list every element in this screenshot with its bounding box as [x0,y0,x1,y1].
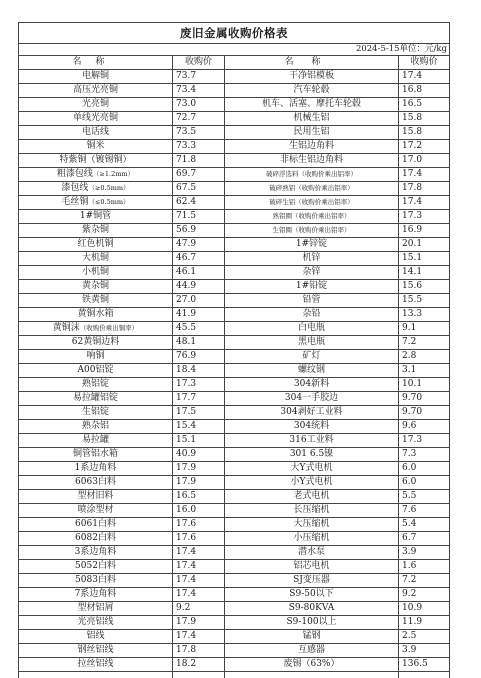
material-name-text: 毛丝铜 [61,197,88,207]
material-name-text: 拉丝铝线 [77,659,113,669]
price-left: 17.6 [173,532,225,546]
material-name-left [19,126,173,140]
price-left: 17.4 [173,630,225,644]
price-right: 6.0 [399,476,450,490]
material-name-text: 大机铜 [82,253,109,263]
material-name-left [19,308,173,322]
material-name-text: 光亮铜 [82,99,109,109]
table-row [19,392,449,406]
material-name-left [19,574,173,588]
material-name-right: 小Y式电机 [225,476,399,490]
material-name-left [19,546,173,560]
material-name-right: 杂铅 [225,308,399,322]
price-right: 17.0 [399,154,450,168]
material-name-text: 型材铝屑 [77,603,113,613]
price-right: 20.1 [399,238,450,252]
header-price-left: 收购价 [173,56,225,70]
material-name-left [19,322,173,336]
price-left: 76.9 [173,350,225,364]
price-right: 6.0 [399,462,450,476]
material-name-right: 老式电机 [225,490,399,504]
price-right: 9.70 [399,406,450,420]
price-right: 17.3 [399,434,450,448]
price-left: 17.4 [173,560,225,574]
price-left: 17.4 [173,588,225,602]
table-row [19,560,449,574]
material-name-left [19,224,173,238]
material-name-left [19,588,173,602]
material-name-right: 1#铅锭 [225,280,399,294]
price-left: 9.2 [173,602,225,616]
table-row [19,616,449,630]
price-left: 17.9 [173,476,225,490]
material-name-text: 钢丝铝线 [77,645,113,655]
price-right: 16.9 [399,224,450,238]
material-name-left [19,378,173,392]
material-name-right: SJ变压器 [225,574,399,588]
table-row [19,658,449,672]
material-name-right: 机车、活塞、摩托车轮毂 [225,98,399,112]
table-row [19,462,449,476]
table-row [19,70,449,84]
price-right: 15.5 [399,294,450,308]
price-right: 9.6 [399,420,450,434]
price-right: 13.3 [399,308,450,322]
price-left: 17.7 [173,392,225,406]
table-row [19,546,449,560]
price-left: 69.7 [173,168,225,182]
material-name-left [19,140,173,154]
price-left: 27.0 [173,294,225,308]
price-right: 9.70 [399,392,450,406]
table-row [19,602,449,616]
material-name-text: 单线光亮铜 [73,113,118,123]
material-name-text: 铁黄铜 [82,295,109,305]
material-name-left [19,658,173,672]
price-right: 16.5 [399,98,450,112]
material-name-left [19,644,173,658]
material-name-text: 特紫铜（镀锡铜） [59,155,131,165]
material-name-text: 喷涂型材 [77,505,113,515]
table-row [19,182,449,196]
price-left: 62.4 [173,196,225,210]
price-right: 17.4 [399,196,450,210]
cut-off-cell [173,672,225,678]
price-left: 73.5 [173,126,225,140]
material-name-left [19,616,173,630]
price-right: 7.6 [399,504,450,518]
material-name-left [19,266,173,280]
table-row [19,280,449,294]
material-name-left [19,462,173,476]
material-name-right: 304剥好工业料 [225,406,399,420]
price-right: 17.3 [399,210,450,224]
price-right: 136.5 [399,658,450,672]
table-row [19,126,449,140]
table-row [19,504,449,518]
price-left: 46.7 [173,252,225,266]
price-right: 17.8 [399,182,450,196]
material-name-right: 304一手胶边 [225,392,399,406]
cut-off-cell [399,672,450,678]
material-spec-note: （≥1.2mm） [93,170,134,178]
cut-off-cell [19,672,173,678]
table-row [19,210,449,224]
price-right: 5.5 [399,490,450,504]
price-left: 41.9 [173,308,225,322]
header-price-right: 收购价 [399,56,450,70]
material-name-left [19,406,173,420]
material-name-text: 铝线 [86,631,104,641]
material-name-right: 废锡（63%） [225,658,399,672]
material-name-left [19,434,173,448]
material-name-text: 生铝锭 [82,407,109,417]
material-name-right: 大Y式电机 [225,462,399,476]
price-left: 15.1 [173,434,225,448]
price-left: 71.8 [173,154,225,168]
price-table [19,56,449,678]
price-right: 10.9 [399,602,450,616]
price-left: 47.9 [173,238,225,252]
material-name-text: 熟杂铝 [82,421,109,431]
material-name-left [19,210,173,224]
table-row [19,434,449,448]
header-name-left: 名称 [19,56,173,70]
table-row [19,644,449,658]
price-right: 16.8 [399,84,450,98]
price-right: 7.3 [399,448,450,462]
price-left: 17.6 [173,518,225,532]
material-name-right: 汽车轮毂 [225,84,399,98]
material-name-text: 3系边角料 [75,547,117,557]
material-name-right: 铝芯电机 [225,560,399,574]
material-name-right: S9-80KVA [225,602,399,616]
material-name-right: S9-50以下 [225,588,399,602]
material-name-left [19,252,173,266]
header-name-right: 名称 [225,56,399,70]
table-row [19,476,449,490]
table-row [19,294,449,308]
material-name-text: 1#铜管 [80,211,111,221]
table-row [19,308,449,322]
material-name-text: A00铝锭 [78,365,114,375]
date-unit-line: 2024-5-15单位：元/kg [19,44,449,56]
material-name-left [19,112,173,126]
price-left: 17.5 [173,406,225,420]
price-right: 15.8 [399,112,450,126]
material-name-text: 62黄铜边料 [72,337,119,347]
price-right: 11.9 [399,616,450,630]
material-name-text: 6063白料 [75,477,116,487]
material-name-left [19,532,173,546]
price-right: 3.9 [399,546,450,560]
table-row [19,322,449,336]
price-left: 15.4 [173,420,225,434]
material-name-right: 黑电瓶 [225,336,399,350]
price-left: 73.0 [173,98,225,112]
table-row [19,154,449,168]
material-name-left [19,630,173,644]
material-name-text: 易拉罐 [82,435,109,445]
table-row [19,574,449,588]
material-name-right: 锰钢 [225,630,399,644]
price-right: 15.1 [399,252,450,266]
material-name-left [19,182,173,196]
price-right: 9.1 [399,322,450,336]
material-spec-note: （≥0.5mm） [88,184,129,192]
material-name-left [19,420,173,434]
material-name-text: 易拉罐铝锭 [73,393,118,403]
table-row [19,252,449,266]
price-right: 6.7 [399,532,450,546]
price-left: 16.5 [173,490,225,504]
material-name-text: 响铜 [86,351,104,361]
price-right: 10.1 [399,378,450,392]
price-left: 18.2 [173,658,225,672]
table-row [19,168,449,182]
table-row [19,420,449,434]
material-name-text: 6061白料 [75,519,116,529]
table-row [19,490,449,504]
table-row [19,448,449,462]
price-right: 9.2 [399,588,450,602]
material-name-right: 1#锌锭 [225,238,399,252]
price-right: 7.2 [399,336,450,350]
table-row [19,532,449,546]
material-name-right: 潜水泵 [225,546,399,560]
material-name-text: 7系边角料 [75,589,117,599]
price-left: 17.9 [173,462,225,476]
price-left: 73.4 [173,84,225,98]
material-name-right: 熟铝圈（收购价乘出铝率） [225,210,399,224]
price-right: 2.5 [399,630,450,644]
material-name-left [19,350,173,364]
material-name-right: 破碎熟铝（收购价乘出铝率） [225,182,399,196]
price-left: 17.4 [173,546,225,560]
material-name-text: 熟铝锭 [82,379,109,389]
table-row [19,196,449,210]
table-row [19,518,449,532]
price-left: 72.7 [173,112,225,126]
material-name-text: 黄铜沫 [53,323,80,333]
material-name-right: 矿灯 [225,350,399,364]
document-title: 废旧金属收购价格表 [19,23,449,44]
price-right: 5.4 [399,518,450,532]
material-name-right: 大压缩机 [225,518,399,532]
material-name-text: 紫杂铜 [82,225,109,235]
material-name-text: 高压光亮铜 [73,85,118,95]
material-name-left [19,392,173,406]
table-row [19,588,449,602]
material-name-right: 铅管 [225,294,399,308]
material-name-text: 6082白料 [75,533,116,543]
material-name-right: 小压缩机 [225,532,399,546]
table-body [19,70,449,678]
material-name-left [19,336,173,350]
material-name-text: 铜管铝水箱 [73,449,118,459]
price-left: 46.1 [173,266,225,280]
material-name-right: 破碎生铝（收购价乘出铝率） [225,196,399,210]
material-name-text: 小机铜 [82,267,109,277]
material-name-left [19,196,173,210]
material-name-right: 机械生铝 [225,112,399,126]
material-name-left [19,364,173,378]
material-name-right: 螺纹钢 [225,364,399,378]
material-name-left [19,280,173,294]
material-name-right: 民用生铝 [225,126,399,140]
price-right: 15.6 [399,280,450,294]
table-row-cut-off [19,672,449,678]
material-name-left [19,154,173,168]
price-left: 56.9 [173,224,225,238]
material-name-left [19,98,173,112]
cut-off-cell [225,672,399,678]
price-left: 73.3 [173,140,225,154]
table-row [19,350,449,364]
price-left: 48.1 [173,336,225,350]
material-name-left [19,70,173,84]
table-row [19,84,449,98]
material-name-left [19,560,173,574]
material-name-right: 杂锌 [225,266,399,280]
price-sheet [18,22,450,678]
price-right: 17.4 [399,70,450,84]
material-name-right: S9-100以上 [225,616,399,630]
price-right: 1.6 [399,560,450,574]
table-row [19,224,449,238]
material-name-right: 301 6.5镍 [225,448,399,462]
material-name-left [19,238,173,252]
table-row [19,630,449,644]
material-name-text: 粗漆包线 [57,169,93,179]
price-left: 16.0 [173,504,225,518]
price-left: 17.8 [173,644,225,658]
price-right: 2.8 [399,350,450,364]
material-name-left [19,490,173,504]
price-left: 18.4 [173,364,225,378]
price-left: 45.5 [173,322,225,336]
table-row [19,140,449,154]
material-name-right: 长压缩机 [225,504,399,518]
table-row [19,378,449,392]
table-row [19,266,449,280]
table-row [19,336,449,350]
material-name-left [19,168,173,182]
material-name-right: 白电瓶 [225,322,399,336]
table-header-row [19,56,449,70]
price-left: 44.9 [173,280,225,294]
material-name-right: 生铝边角料 [225,140,399,154]
material-name-text: 1系边角料 [75,463,117,473]
price-left: 17.9 [173,616,225,630]
material-name-left [19,602,173,616]
price-right: 15.8 [399,126,450,140]
material-name-text: 5052白料 [75,561,116,571]
material-name-right: 非标生铝边角料 [225,154,399,168]
price-left: 17.3 [173,378,225,392]
material-name-text: 红色机铜 [77,239,113,249]
price-left: 71.5 [173,210,225,224]
material-name-right: 破碎浮选料（收购价乘出铝率） [225,168,399,182]
price-right: 3.9 [399,644,450,658]
price-right: 7.2 [399,574,450,588]
material-name-text: 型材旧料 [77,491,113,501]
material-name-text: 光亮铝线 [77,617,113,627]
material-spec-note: （≤0.5mm） [88,198,129,206]
material-name-left [19,84,173,98]
material-name-left [19,518,173,532]
material-spec-note: （收购价乘出铜率） [80,324,139,332]
material-name-text: 5083白料 [75,575,116,585]
material-name-right: 干净铝模板 [225,70,399,84]
material-name-right: 316工业料 [225,434,399,448]
material-name-text: 铜米 [86,141,104,151]
table-row [19,238,449,252]
material-name-text: 漆包线 [61,183,88,193]
material-name-right: 互感器 [225,644,399,658]
price-left: 73.7 [173,70,225,84]
price-right: 17.4 [399,168,450,182]
material-name-left [19,504,173,518]
table-row [19,112,449,126]
material-name-right: 304新料 [225,378,399,392]
price-left: 17.4 [173,574,225,588]
price-right: 3.1 [399,364,450,378]
price-right: 14.1 [399,266,450,280]
material-name-right: 机锌 [225,252,399,266]
table-row [19,98,449,112]
material-name-right: 生铝圈（收购价乘出铝率） [225,224,399,238]
material-name-left [19,476,173,490]
price-right: 17.2 [399,140,450,154]
material-name-text: 黄杂铜 [82,281,109,291]
material-name-left [19,294,173,308]
table-row [19,406,449,420]
material-name-text: 电解铜 [82,71,109,81]
material-name-text: 电话线 [82,127,109,137]
price-left: 40.9 [173,448,225,462]
material-name-text: 黄铜水箱 [77,309,113,319]
table-row [19,364,449,378]
price-left: 67.5 [173,182,225,196]
material-name-left [19,448,173,462]
material-name-right: 304统料 [225,420,399,434]
